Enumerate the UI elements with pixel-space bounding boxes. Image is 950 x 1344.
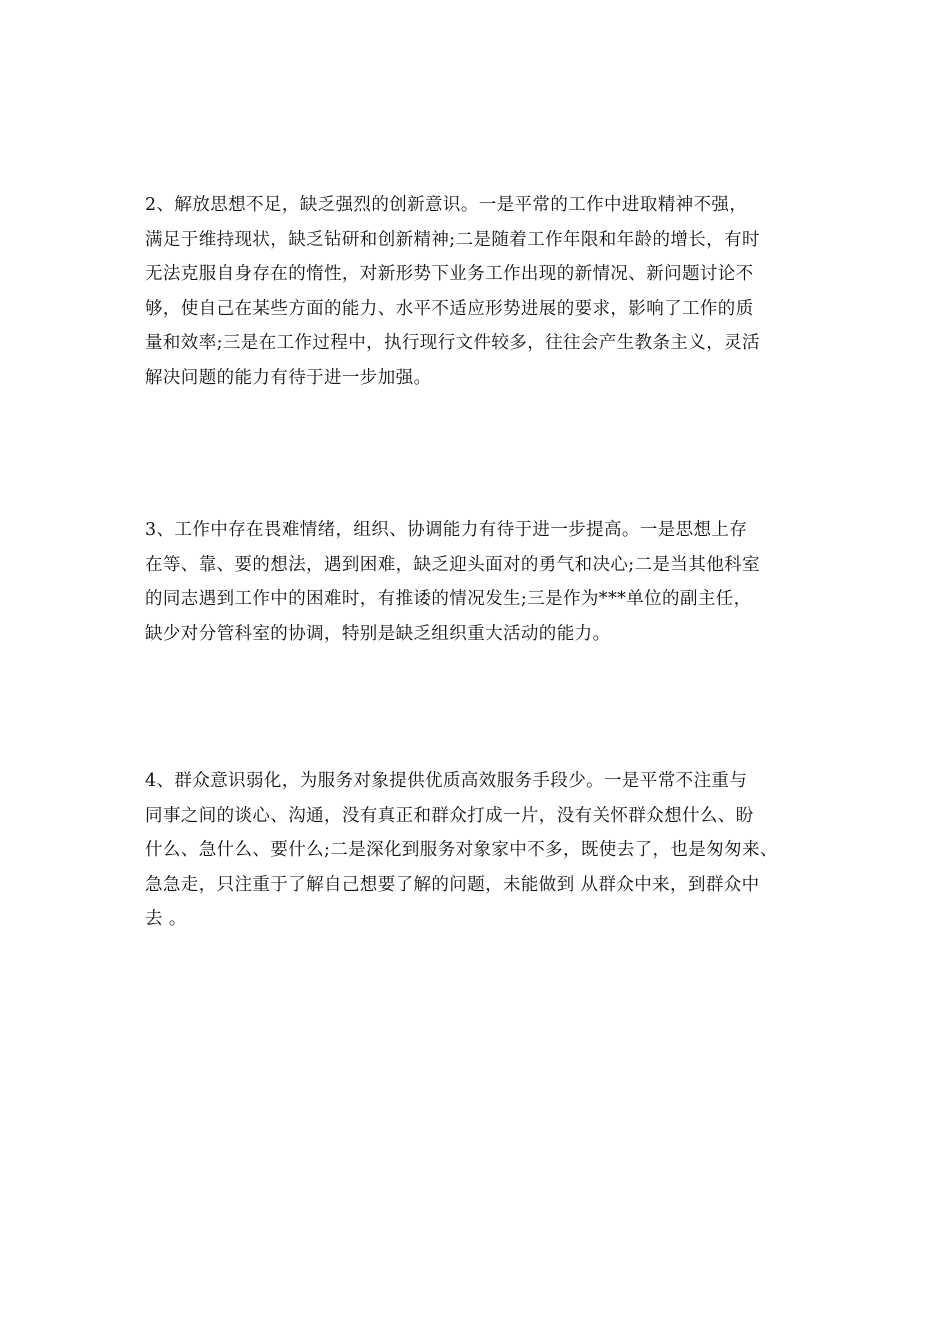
paragraph-4-mass-awareness xyxy=(145,764,835,937)
paragraph-line: 的同志遇到工作中的困难时，有推诿的情况发生;三是作为***单位的副主任， xyxy=(145,589,752,609)
paragraph-line: 急急走，只注重于了解自己想要了解的问题，未能做到 从群众中来，到群众中 xyxy=(145,874,760,895)
paragraph-line: 够，使自己在某些方面的能力、水平不适应形势进展的要求，影响了工作的质 xyxy=(145,298,754,319)
paragraph-line: 去 。 xyxy=(145,909,187,929)
paragraph-line: 无法克服自身存在的惰性，对新形势下业务工作出现的新情况、新问题讨论不 xyxy=(145,264,754,284)
paragraph-line: 量和效率;三是在工作过程中，执行现行文件较多，往往会产生教条主义，灵活 xyxy=(145,333,760,353)
paragraph-line: 同事之间的谈心、沟通，没有真正和群众打成一片，没有关怀群众想什么、盼 xyxy=(145,805,754,826)
paragraph-line: 4、群众意识弱化，为服务对象提供优质高效服务手段少。一是平常不注重与 xyxy=(145,771,748,791)
paragraph-line: 缺少对分管科室的协调，特别是缺乏组织重大活动的能力。 xyxy=(145,623,611,644)
paragraph-line: 3、工作中存在畏难情绪，组织、协调能力有待于进一步提高。一是思想上存 xyxy=(145,520,748,540)
paragraph-2-ideological-liberation xyxy=(145,188,835,395)
paragraph-line: 解决问题的能力有待于进一步加强。 xyxy=(145,367,432,388)
paragraph-line: 满足于维持现状，缺乏钻研和创新精神;二是随着工作年限和年龄的增长，有时 xyxy=(145,229,760,250)
paragraph-3-coordination-ability xyxy=(145,513,835,651)
paragraph-line: 2、解放思想不足，缺乏强烈的创新意识。一是平常的工作中进取精神不强， xyxy=(145,195,748,215)
paragraph-line: 什么、急什么、要什么;二是深化到服务对象家中不多，既使去了，也是匆匆来、 xyxy=(145,840,778,860)
paragraph-line: 在等、靠、要的想法，遇到困难，缺乏迎头面对的勇气和决心;二是当其他科室 xyxy=(145,554,760,575)
